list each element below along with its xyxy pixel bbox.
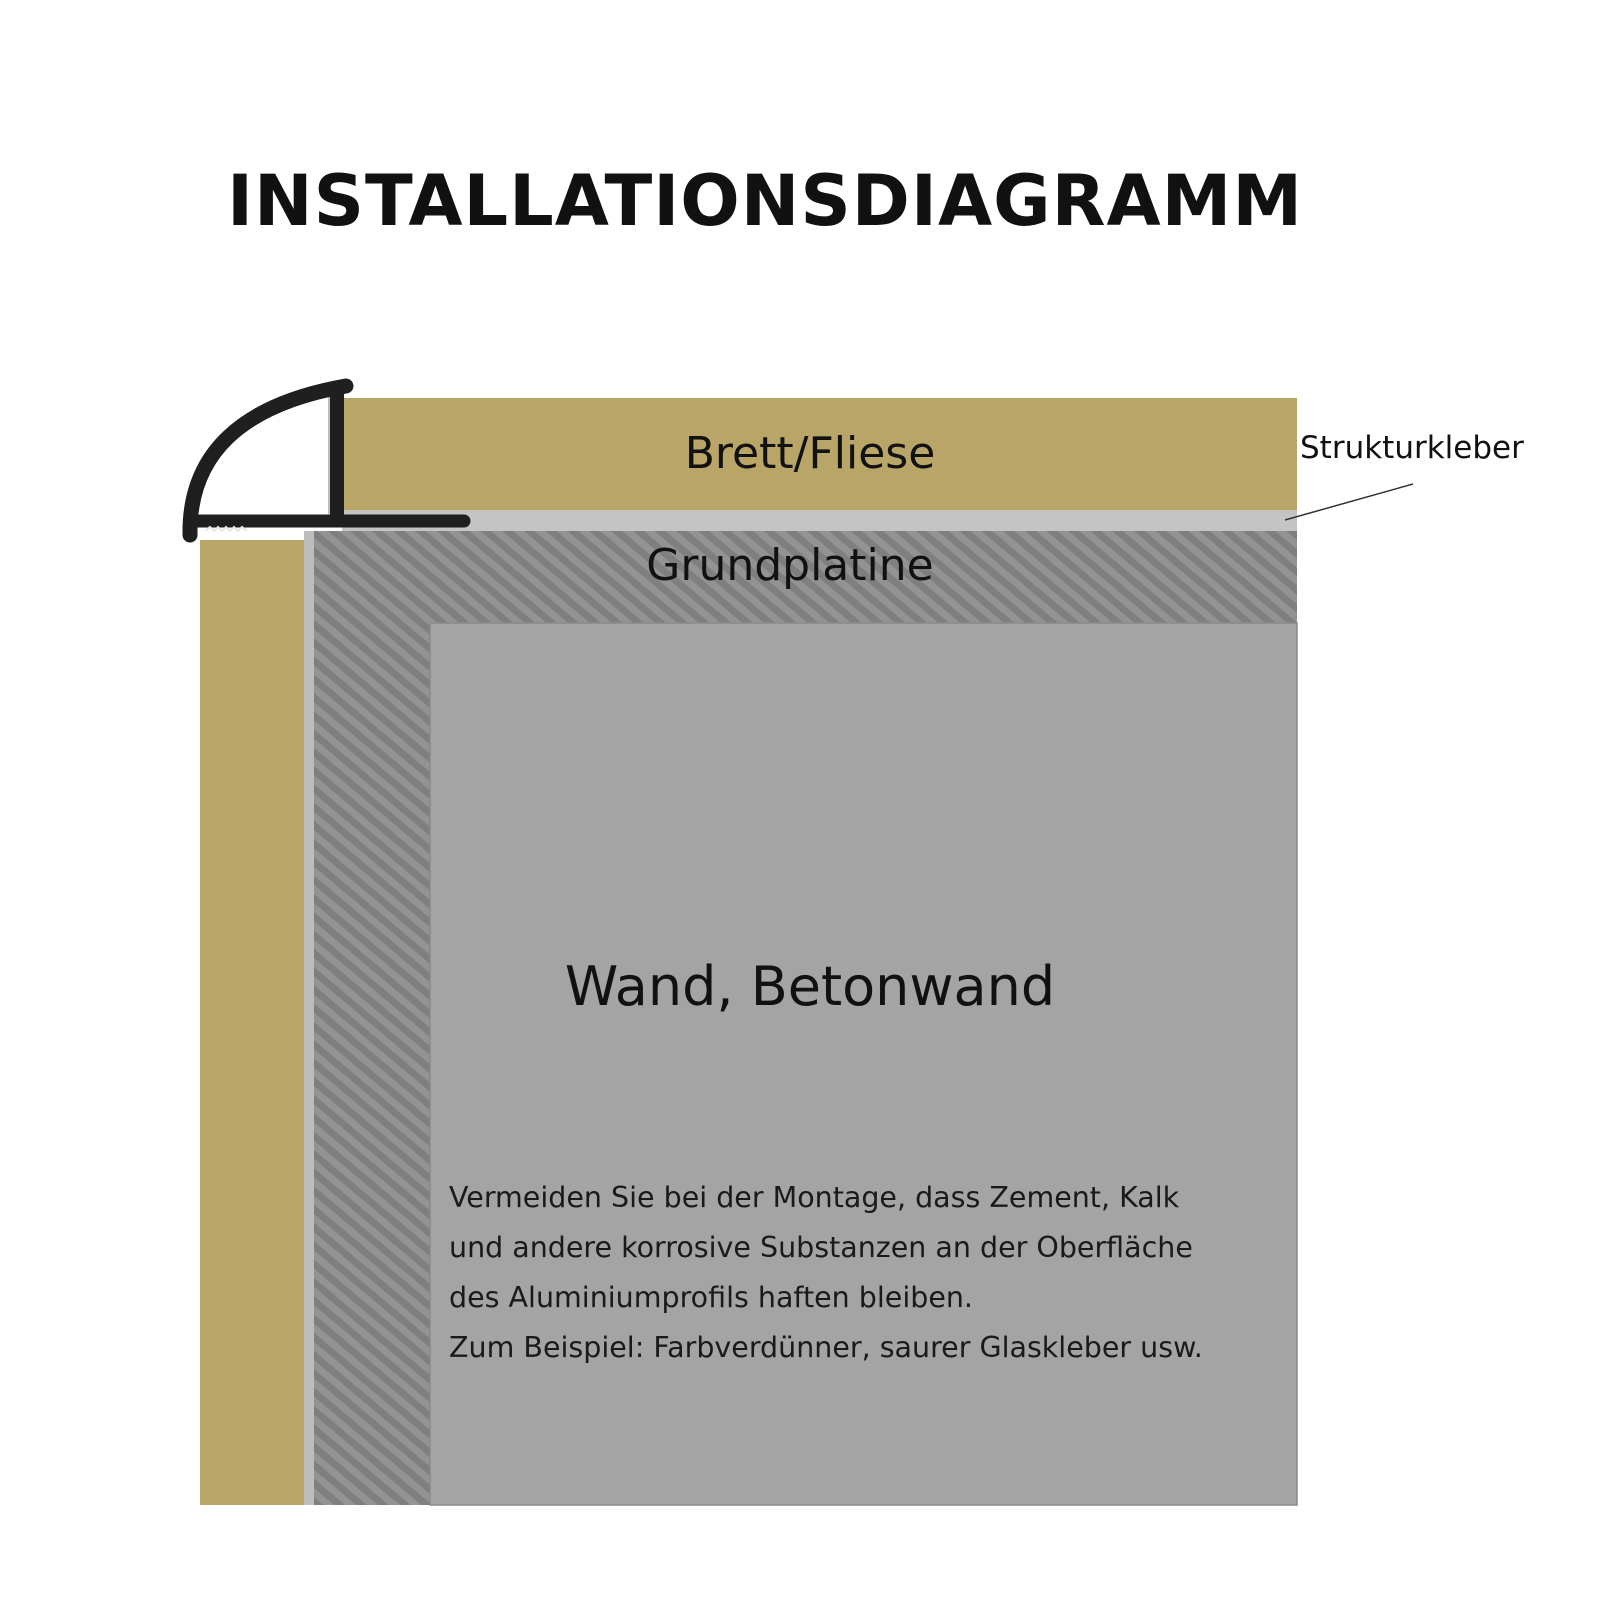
note-line: des Aluminiumprofils haften bleiben. bbox=[449, 1281, 973, 1314]
board-tile-label: Brett/Fliese bbox=[684, 428, 936, 479]
note-line: Vermeiden Sie bei der Montage, dass Zement, Kalk bbox=[449, 1181, 1180, 1214]
adhesive-layer-top bbox=[342, 510, 1297, 531]
adhesive-layer-side bbox=[304, 531, 314, 1505]
diagram-title: INSTALLATIONSDIAGRAMM bbox=[227, 160, 1303, 242]
structural-adhesive-label: Strukturkleber bbox=[1300, 430, 1524, 466]
base-board-label: Grundplatine bbox=[646, 540, 934, 591]
wall-label: Wand, Betonwand bbox=[564, 955, 1056, 1018]
installation-note bbox=[449, 1173, 1249, 1373]
adhesive-leader-line bbox=[1285, 484, 1413, 520]
tile-board-side bbox=[200, 540, 304, 1505]
note-line: und andere korrosive Substanzen an der Oberfläche bbox=[449, 1231, 1193, 1264]
note-line: Zum Beispiel: Farbverdünner, saurer Glaskleber usw. bbox=[449, 1331, 1203, 1364]
